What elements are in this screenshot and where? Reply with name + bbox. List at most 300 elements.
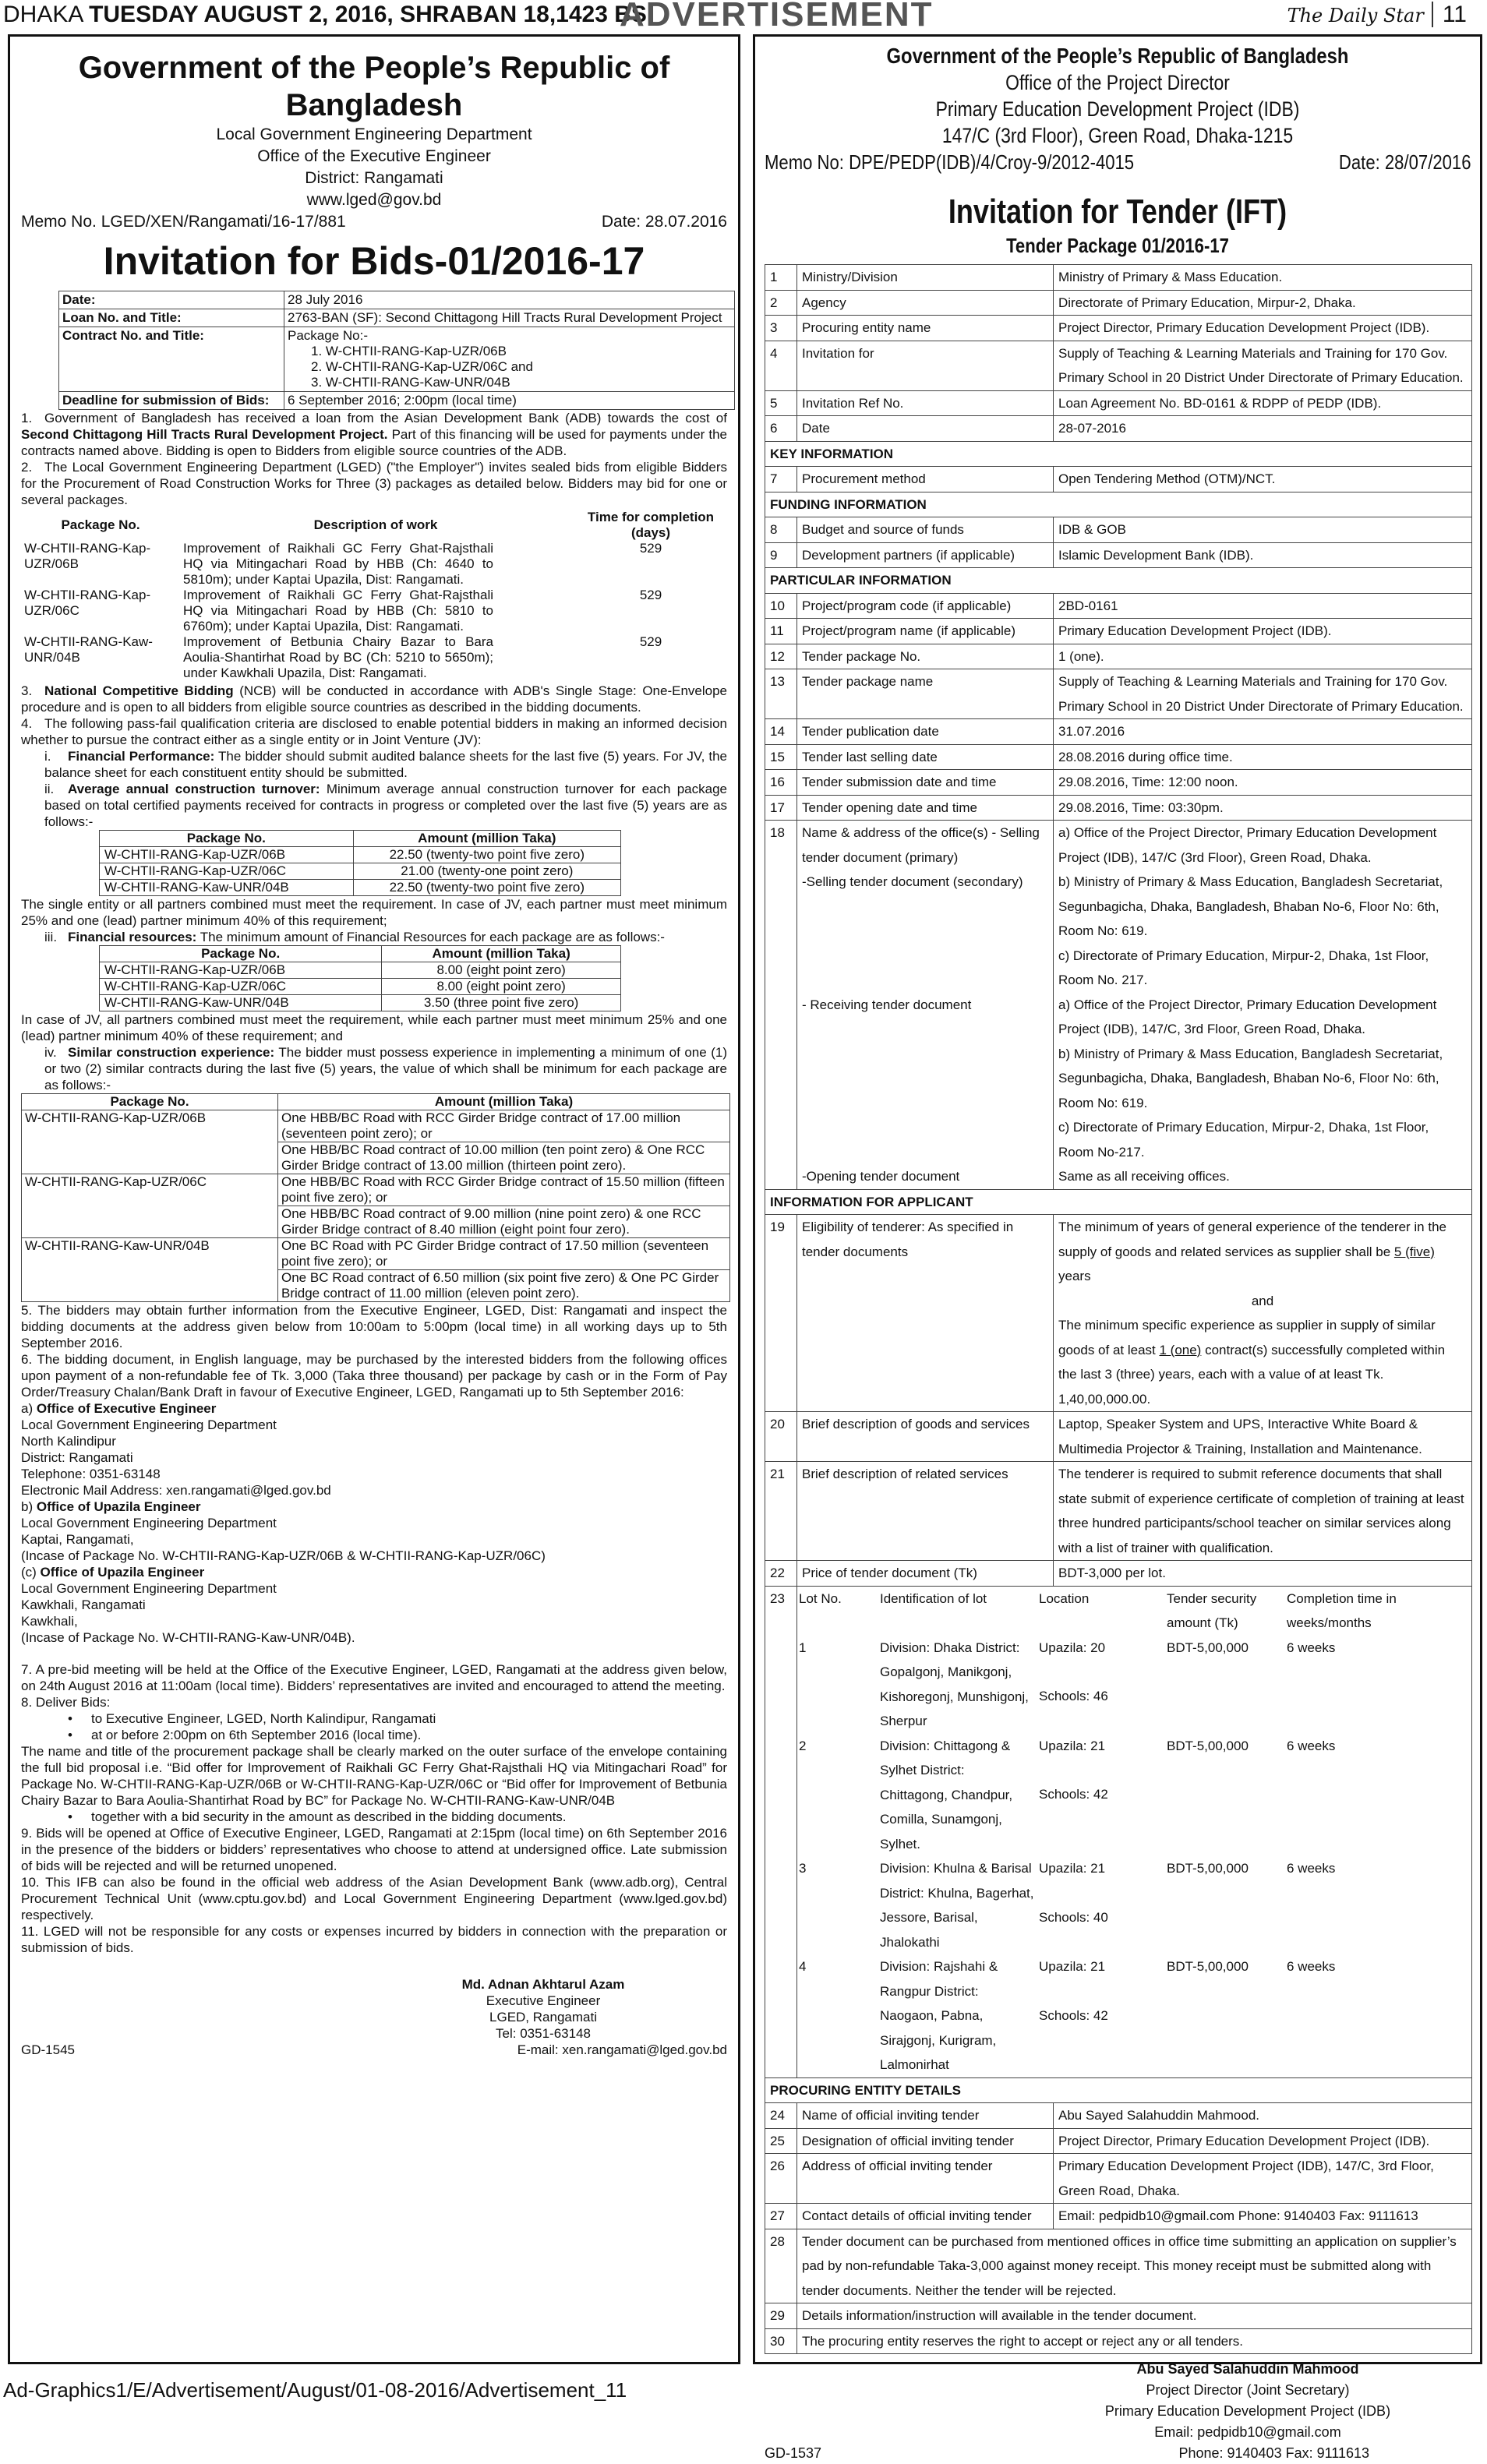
signatory-title: Project Director (Joint Secretary) [1146, 2382, 1350, 2398]
para-4 [21, 715, 727, 748]
tender-row [765, 644, 1472, 669]
para-10: 10. This IFB can also be found in the official web address of the Asian Development Bank (www.adb.org), Central Procurement Technical Unit (www.cptu.gov.bd) and Local Government Engineering Department (www.lged.gov.bd) respectively. [21, 1875, 727, 1922]
info-key: Contract No. and Title: [59, 327, 284, 392]
lot-table [797, 1587, 1471, 2077]
office-line: c) Directorate of Primary Education, Mirpur-2, Dhaka, 1st Floor, Room No-217. [1058, 1120, 1429, 1160]
text: years [1058, 1269, 1091, 1283]
works-row [21, 588, 730, 634]
tender-row [765, 390, 1472, 416]
criteria-number: ii. [44, 782, 55, 796]
office-line: Local Government Engineering Department [21, 1516, 277, 1530]
package-no: W-CHTII-RANG-Kap-UZR/06B [24, 541, 151, 571]
tender-row [765, 265, 1472, 291]
date: TUESDAY AUGUST 2, 2016, [89, 2, 394, 27]
section-heading: PARTICULAR INFORMATION [765, 568, 1472, 594]
office-line: Local Government Engineering Department [21, 1581, 277, 1596]
office-marker: a) [21, 1401, 37, 1416]
tender-row [765, 669, 1472, 719]
office-line: c) Directorate of Primary Education, Mirpur-2, Dhaka, 1st Floor, Room No. 217. [1058, 948, 1429, 987]
tender-row [765, 416, 1472, 442]
tender-row [765, 1215, 1472, 1412]
amount: 8.00 (eight point zero) [382, 962, 621, 979]
left-memo-line [21, 211, 727, 233]
footer-path: Ad-Graphics1/E/Advertisement/August/01-08-2016/Advertisement_11 [3, 2378, 627, 2402]
left-district: District: Rangamati [305, 169, 443, 187]
upazila: Upazila: 21 [1039, 1861, 1106, 1876]
tender-table [765, 264, 1472, 2354]
row-label: Tender package name [797, 669, 1054, 719]
para-6: 6. The bidding document, in English language, may be purchased by the interested bidders from the following offices upon payment of a non-refundable fee of Tk. 3,000 (Taka three thousand) per package by cash or in the Form of Pay Order/Treasury Chalan/Bank Draft in favour of Executive Engineer, LGED, Rangamati up to 5th September 2016: [21, 1352, 727, 1400]
row-value: Project Director, Primary Education Development Project (IDB). [1054, 316, 1472, 341]
col-header: Amount (million Taka) [278, 1094, 730, 1110]
left-memo-date: Date: 28.07.2016 [601, 213, 727, 231]
section-heading: KEY INFORMATION [765, 441, 1472, 467]
section-row [765, 2077, 1472, 2103]
row-no: 27 [765, 2204, 797, 2229]
para-7: 7. A pre-bid meeting will be held at the Office of the Executive Engineer, LGED, Rangamati at the address given below, on 24th August 2016 at 11:00am (local time). Bidders’ representatives are invited and encouraged to attend the meeting. [21, 1662, 727, 1693]
page-number: 11 [1432, 2, 1467, 27]
para-text: The Local Government Engineering Department (LGED) ("the Employer") invites sealed bids from eligible Bidders for the Procurement of Road Construction Works for Three (3) packages as detailed below. Bidders may bid for one or several packages. [21, 460, 727, 507]
upazila: Upazila: 21 [1039, 1738, 1106, 1753]
tender-row [765, 517, 1472, 543]
lot-security: BDT-5,00,000 [1167, 1959, 1249, 1974]
lot-row [797, 1734, 1471, 1857]
row-label: - Receiving tender document [797, 993, 1054, 1165]
col-header: Package No. [100, 946, 382, 962]
text: contract(s) successfully completed within the last 3 (three) years, each with a value of at least Tk. 1,40,00,000.00. [1058, 1342, 1446, 1407]
row-no: 12 [765, 644, 797, 669]
tender-row [765, 593, 1472, 619]
row-value [1054, 993, 1472, 1165]
row-value: BDT-3,000 per lot. [1054, 1561, 1472, 1587]
left-office: Office of the Executive Engineer [257, 147, 491, 165]
criteria-number: i. [44, 749, 51, 764]
row-no: 22 [765, 1561, 797, 1587]
office-line: District: Rangamati [21, 1450, 133, 1465]
row-value: Project Director, Primary Education Development Project (IDB). [1054, 2128, 1472, 2154]
package-label: Package No:- [288, 328, 368, 343]
criteria-text: Minimum average annual construction turnover for each package based on total certified payments received for contracts in progress or completed over the last five (5) years are as follows:- [44, 782, 727, 829]
left-title: Invitation for Bids-01/2016-17 [103, 239, 645, 283]
row-value: Primary Education Development Project (IDB). [1054, 619, 1472, 644]
office-marker: b) [21, 1499, 37, 1514]
right-project: Primary Education Development Project (IDB) [935, 97, 1300, 121]
right-package: Tender Package 01/2016-17 [1006, 234, 1229, 257]
office-heading: Office of Upazila Engineer [40, 1565, 205, 1580]
info-key: Loan No. and Title: [59, 309, 284, 327]
para-text: Part of this financing will be used for payments under the contracts named above. Bidding is open to Bidders from eligible source countries of the ADB. [21, 427, 727, 458]
col-header: Package No. [22, 1094, 278, 1110]
tender-row [765, 290, 1472, 316]
package-no: W-CHTII-RANG-Kap-UZR/06C [100, 979, 382, 995]
office-line: Kawkhali, [21, 1614, 78, 1629]
deliver-bullet: • together with a bid security in the amount as described in the bidding documents. [21, 1809, 727, 1825]
tender-row [765, 542, 1472, 568]
row-value: Directorate of Primary Education, Mirpur-2, Dhaka. [1054, 290, 1472, 316]
work-days: 529 [639, 588, 662, 602]
work-desc: Improvement of Betbunia Chairy Bazar to Bara Aoulia-Shantirhat Road by BC (Ch: 5210 to 5650m); under Kawkhali Upazila, Dist: Rangamati. [183, 634, 493, 680]
right-signature [1030, 2359, 1466, 2443]
office-line: Kaptai, Rangamati, [21, 1532, 134, 1547]
para-number: 3. [21, 683, 33, 698]
row-value: Same as all receiving offices. [1054, 1164, 1472, 1189]
office-c [21, 1564, 727, 1646]
row-label: Tender last selling date [797, 744, 1054, 770]
left-dept: Local Government Engineering Department [216, 125, 532, 143]
lot-no: 1 [799, 1640, 807, 1655]
row-no: 8 [765, 517, 797, 543]
package-no: W-CHTII-RANG-Kap-UZR/06C [22, 1174, 278, 1238]
row-value: Laptop, Speaker System and UPS, Interactive White Board & Multimedia Projector & Training, Installation and Maintenance. [1054, 1412, 1472, 1462]
row-no: 25 [765, 2128, 797, 2154]
lot-cell [797, 1586, 1472, 2077]
row-label: Invitation for [797, 341, 1054, 390]
info-value: 6 September 2016; 2:00pm (local time) [284, 392, 735, 410]
header-right [1287, 2, 1467, 28]
lot-id: Division: Rajshahi & Rangpur District: Naogaon, Pabna, Sirajgonj, Kurigram, Lalmonirhat [880, 1959, 998, 2072]
office-line: Telephone: 0351-63148 [21, 1467, 161, 1481]
row-value [1054, 1215, 1472, 1412]
col-header: Time for completion (days) [587, 510, 715, 540]
lot-id: Division: Chittagong & Sylhet District: Chittagong, Chandpur, Comilla, Sunamgonj, Sylhet. [880, 1738, 1013, 1852]
row-label: Development partners (if applicable) [797, 542, 1054, 568]
criteria-text: The bidder must possess experience in implementing a minimum of one (1) or two (2) similar contracts during the last five (5) years, the value of which shall be minimum for each package are as follows:- [44, 1045, 727, 1093]
info-value: 28 July 2016 [284, 291, 735, 309]
criteria-financial-resources [21, 929, 727, 945]
amount: 22.50 (twenty-two point five zero) [353, 880, 620, 896]
criteria-financial-performance [21, 748, 727, 781]
criteria-text: The bidder should submit audited balance sheets for the last five (5) years. For JV, the balance sheet for each constituent entity should be submitted. [44, 749, 727, 780]
row-label: -Selling tender document (secondary) [797, 870, 1054, 993]
row-value: Primary Education Development Project (IDB), 147/C, 3rd Floor, Green Road, Dhaka. [1054, 2154, 1472, 2204]
row-value: 1 (one). [1054, 644, 1472, 669]
row-label: Invitation Ref No. [797, 390, 1054, 416]
header-dateline [3, 2, 647, 28]
section-row [765, 492, 1472, 517]
office-line: Kawkhali, Rangamati [21, 1597, 146, 1612]
row-no: 4 [765, 341, 797, 390]
project-name: Second Chittagong Hill Tracts Rural Development Project. [21, 427, 388, 442]
row-value: The procuring entity reserves the right to accept or reject any or all tenders. [797, 2328, 1472, 2354]
schools: Schools: 42 [1039, 1787, 1108, 1802]
signatory-office: LGED, Rangamati [489, 2010, 597, 2025]
sim-header [22, 1094, 730, 1110]
amount: 3.50 (three point five zero) [382, 995, 621, 1011]
row-value: 28-07-2016 [1054, 416, 1472, 442]
tender-row [765, 2303, 1472, 2329]
para-text: Government of Bangladesh has received a loan from the Asian Development Bank (ADB) towards the cost of [44, 411, 727, 425]
row-no: 7 [765, 467, 797, 492]
criteria-heading: Average annual construction turnover: [68, 782, 320, 796]
right-memo-date: Date: 28/07/2016 [1338, 150, 1471, 174]
sim-row [22, 1110, 730, 1142]
row-no: 28 [765, 2229, 797, 2303]
office-line: b) Ministry of Primary & Mass Education, Bangladesh Secretariat, Segunbagicha, Dhaka, Bangladesh, Bhaban No-6, Floor No: 6th, Room No: 619. [1058, 1046, 1443, 1110]
row-label: -Opening tender document [797, 1164, 1054, 1189]
lot-security: BDT-5,00,000 [1167, 1738, 1249, 1753]
turnover-table [99, 830, 621, 896]
row-no: 5 [765, 390, 797, 416]
office-line: (Incase of Package No. W-CHTII-RANG-Kaw-UNR/04B). [21, 1630, 355, 1645]
row-label: Procurement method [797, 467, 1054, 492]
office-line: a) Office of the Project Director, Primary Education Development Project (IDB), 147/C, 3rd Floor, Green Road, Dhaka. [1058, 997, 1437, 1036]
row-value: Abu Sayed Salahuddin Mahmood. [1054, 2103, 1472, 2129]
row-no: 13 [765, 669, 797, 719]
finres-note: In case of JV, all partners combined must meet the requirement, while each partner must meet minimum 25% and one (lead) partner minimum 40% of these requirement; and [21, 1012, 727, 1043]
deliver-bullet: • to Executive Engineer, LGED, North Kalindipur, Rangamati [21, 1710, 727, 1727]
right-title: Invitation for Tender (IFT) [948, 192, 1287, 231]
para-text: The following pass-fail qualification criteria are disclosed to enable potential bidders in making an informed decision whether to pursue the contract either as a single entity or in Joint Venture (JV): [21, 716, 727, 747]
package-no: W-CHTII-RANG-Kap-UZR/06B [100, 962, 382, 979]
left-signature [380, 1976, 707, 2042]
requirement: One BC Road contract of 6.50 million (six point five zero) & One PC Girder Bridge contract of 11.00 million (eleven point zero). [278, 1270, 730, 1302]
para-number: 1. [21, 411, 33, 425]
text: The minimum specific experience as supplier in supply of similar goods of at least [1058, 1318, 1436, 1357]
amount: 21.00 (twenty-one point zero) [353, 863, 620, 880]
office-line: North Kalindipur [21, 1434, 116, 1449]
para-11: 11. LGED will not be responsible for any costs or expenses incurred by bidders in connection with the preparation or submission of bids. [21, 1924, 727, 1955]
right-memo: Memo No: DPE/PEDP(IDB)/4/Croy-9/2012-4015 [765, 150, 1135, 174]
and-text: and [1251, 1293, 1274, 1308]
ncb-label: National Competitive Bidding [44, 683, 234, 698]
info-key: Deadline for submission of Bids: [59, 392, 284, 410]
col-header: Tender security amount (Tk) [1167, 1590, 1257, 1630]
row-value: 29.08.2016, Time: 12:00 noon. [1054, 770, 1472, 796]
criteria-number: iii. [44, 930, 58, 944]
left-org: Government of the People’s Republic of Bangladesh [78, 51, 670, 122]
section-row [765, 568, 1472, 594]
amount: 8.00 (eight point zero) [382, 979, 621, 995]
deliver-bullet: • at or before 2:00pm on 6th September 2016 (local time). [21, 1727, 727, 1743]
row-label: Procuring entity name [797, 316, 1054, 341]
amount: 22.50 (twenty-two point five zero) [353, 847, 620, 863]
lot-security: BDT-5,00,000 [1167, 1640, 1249, 1655]
bid-info-table [58, 291, 735, 410]
tender-row [765, 2103, 1472, 2129]
upazila: Upazila: 20 [1039, 1640, 1106, 1655]
row-no: 30 [765, 2328, 797, 2354]
row-value: 2BD-0161 [1054, 593, 1472, 619]
right-org: Government of the People’s Republic of Bangladesh [886, 44, 1349, 68]
row-value: Details information/instruction will available in the tender document. [797, 2303, 1472, 2329]
ad-code: GD-1545 [21, 2042, 75, 2057]
row-no: 26 [765, 2154, 797, 2204]
criteria-heading: Financial Performance: [68, 749, 215, 764]
lot-location [1037, 1954, 1165, 2077]
row-label: Budget and source of funds [797, 517, 1054, 543]
office-line: b) Ministry of Primary & Mass Education, Bangladesh Secretariat, Segunbagicha, Dhaka, Bangladesh, Bhaban No-6, Floor No: 6th, Room No: 619. [1058, 874, 1443, 938]
row-label: Name of official inviting tender [797, 2103, 1054, 2129]
signatory-tel: Tel: 0351-63148 [496, 2026, 591, 2041]
col-header: Identification of lot [880, 1590, 987, 1606]
criteria-heading: Financial resources: [68, 930, 197, 944]
right-office: Office of the Project Director [1005, 71, 1230, 94]
package-no: W-CHTII-RANG-Kap-UZR/06B [22, 1110, 278, 1174]
package-no: W-CHTII-RANG-Kap-UZR/06C [24, 588, 151, 618]
row-value [1054, 870, 1472, 993]
info-row [59, 392, 735, 410]
signatory-office: Primary Education Development Project (IDB) [1104, 2403, 1391, 2419]
tender-row [765, 1561, 1472, 1587]
row-no: 29 [765, 2303, 797, 2329]
row-no: 20 [765, 1412, 797, 1462]
para-number: 2. [21, 460, 33, 475]
office-line: (Incase of Package No. W-CHTII-RANG-Kap-UZR/06B & W-CHTII-RANG-Kap-UZR/06C) [21, 1548, 546, 1563]
lot-no: 4 [799, 1959, 807, 1974]
schools: Schools: 46 [1039, 1689, 1108, 1703]
pedp-advertisement [753, 34, 1482, 2461]
tender-row [765, 744, 1472, 770]
row-no: 11 [765, 619, 797, 644]
lot-location [1037, 1636, 1165, 1734]
lot-row [797, 1954, 1471, 2077]
row-label: Price of tender document (Tk) [797, 1561, 1054, 1587]
signatory-name: Md. Adnan Akhtarul Azam [461, 1977, 625, 1992]
tender-row [765, 2229, 1472, 2303]
tender-row [765, 341, 1472, 390]
page-header [0, 0, 1487, 34]
package-item: 2. W-CHTII-RANG-Kap-UZR/06C and [311, 359, 533, 374]
text: The minimum of years of general experience of the tenderer in the supply of goods and related services as supplier shall be [1058, 1220, 1446, 1259]
lot-time: 6 weeks [1287, 1738, 1336, 1753]
newspaper-logo: The Daily Star [1287, 5, 1424, 26]
criteria-similar-experience [21, 1044, 727, 1093]
lot-security: BDT-5,00,000 [1167, 1861, 1249, 1876]
tender-row [765, 1462, 1472, 1561]
signatory-phone: Phone: 9140403 Fax: 9111613 [1178, 2445, 1369, 2461]
row-no: 17 [765, 795, 797, 821]
works-header [21, 510, 730, 541]
para-8-text: The name and title of the procurement package shall be clearly marked on the outer surface of the envelope containing the full bid proposal i.e. “Bid offer for Improvement of Raikhali GC Ferry Ghat-Rajsthali HQ via Mitingachari Road” for Package No. W-CHTII-RANG-Kap-UZR/06B or W-CHTII-RANG-Kap-UZR/06C or “Bid offer for Improvement of Betbunia Chairy Bazar to Bara Aoulia-Shantirhat Road by BC” for Package No. W-CHTII-RANG-Kaw-UNR/04B [21, 1744, 727, 1808]
package-no: W-CHTII-RANG-Kap-UZR/06B [100, 847, 354, 863]
col-header: Description of work [313, 517, 438, 532]
lot-id: Division: Khulna & Barisal District: Khulna, Bagerhat, Jessore, Barisal, Jhalokathi [880, 1861, 1034, 1950]
package-no: W-CHTII-RANG-Kap-UZR/06C [100, 863, 354, 880]
tender-row [765, 719, 1472, 745]
info-row [59, 309, 735, 327]
row-value: Supply of Teaching & Learning Materials and Training for 170 Gov. Primary School in 20 District Under Directorate of Primary Education. [1054, 341, 1472, 390]
office-line: Local Government Engineering Department [21, 1417, 277, 1432]
left-footer-line [21, 2042, 727, 2058]
tender-row [765, 467, 1472, 492]
row-no: 21 [765, 1462, 797, 1561]
row-label: Designation of official inviting tender [797, 2128, 1054, 2154]
eligibility-general [1058, 1215, 1467, 1289]
row-label: Address of official inviting tender [797, 2154, 1054, 2204]
office-heading: Office of Executive Engineer [36, 1401, 217, 1416]
lot-header [797, 1587, 1471, 1636]
para-5: 5. The bidders may obtain further information from the Executive Engineer, LGED, Dist: Rangamati and inspect the bidding documents at the address given below from 10:00am to 5:00pm (local time) in all working days up to 5th September 2016. [21, 1303, 727, 1350]
left-web: www.lged@gov.bd [306, 191, 442, 209]
finres-header [100, 946, 621, 962]
row-no: 23 [765, 1586, 797, 2077]
section-title: ADVERTISEMENT [620, 0, 934, 34]
para-1 [21, 410, 727, 459]
row-label: Project/program code (if applicable) [797, 593, 1054, 619]
lot-location [1037, 1734, 1165, 1857]
row-label: Agency [797, 290, 1054, 316]
requirement: One HBB/BC Road with RCC Girder Bridge contract of 17.00 million (seventeen point zero); or [278, 1110, 730, 1142]
tender-row [765, 870, 1472, 993]
tender-row [765, 2204, 1472, 2229]
info-key: Date: [59, 291, 284, 309]
row-label: Project/program name (if applicable) [797, 619, 1054, 644]
row-no: 2 [765, 290, 797, 316]
lot-row [797, 1856, 1471, 1954]
tender-row [765, 2328, 1472, 2354]
package-no: W-CHTII-RANG-Kaw-UNR/04B [24, 634, 153, 665]
para-text: (NCB) will be conducted in accordance with ADB's Single Stage: One-Envelope procedure and is open to all bidders from eligible source countries as described in the bidding documents. [21, 683, 728, 715]
works-row [21, 541, 730, 588]
signatory-email: Email: pedpidb10@gmail.com [1154, 2424, 1341, 2440]
row-label: Name & address of the office(s) - Selling tender document (primary) [797, 821, 1054, 870]
city: DHAKA [3, 2, 83, 27]
work-desc: Improvement of Raikhali GC Ferry Ghat-Rajsthali HQ via Mitingachari Road by HBB (Ch: 4640 to 5810m); under Kaptai Upazila, Dist: Rangamati. [183, 541, 493, 587]
row-no: 10 [765, 593, 797, 619]
col-header: Location [1039, 1590, 1090, 1606]
lot-no: 2 [799, 1738, 807, 1753]
info-value: 2763-BAN (SF): Second Chittagong Hill Tracts Rural Development Project [284, 309, 735, 327]
package-no: W-CHTII-RANG-Kaw-UNR/04B [100, 880, 354, 896]
right-memo-line [765, 149, 1471, 175]
row-no: 18 [765, 821, 797, 1190]
row-label: Tender publication date [797, 719, 1054, 745]
package-item: 3. W-CHTII-RANG-Kaw-UNR/04B [311, 375, 510, 390]
row-label: Contact details of official inviting tender [797, 2204, 1054, 2229]
para-9: 9. Bids will be opened at Office of Executive Engineer, LGED, Rangamati at 2:15pm (local time) on 6th September 2016 in the presence of the bidders or bidders’ representatives who choose to attend at undersigned office. Late submission of bids will be rejected and will be returned unopened. [21, 1826, 727, 1873]
lged-advertisement [8, 34, 740, 2364]
tender-row [765, 1164, 1472, 1189]
row-label: Brief description of goods and services [797, 1412, 1054, 1462]
row-label: Tender submission date and time [797, 770, 1054, 796]
lot-no: 3 [799, 1861, 807, 1876]
works-row [21, 634, 730, 681]
col-header: Amount (million Taka) [353, 831, 620, 847]
row-no: 6 [765, 416, 797, 442]
criteria-heading: Similar construction experience: [68, 1045, 275, 1060]
para-8: 8. Deliver Bids: [21, 1695, 111, 1710]
row-value: a) Office of the Project Director, Primary Education Development Project (IDB), 147/C (3rd Floor), Green Road, Dhaka. [1054, 821, 1472, 870]
ad-code: GD-1537 [765, 2445, 822, 2461]
right-address: 147/C (3rd Floor), Green Road, Dhaka-1215 [941, 124, 1294, 147]
finres-row [100, 979, 621, 995]
col-header: Amount (million Taka) [382, 946, 621, 962]
turnover-note: The single entity or all partners combined must meet the requirement. In case of JV, each partner must meet minimum 25% and one (lead) partner minimum 40% of this requirement; [21, 897, 727, 928]
row-label: Eligibility of tenderer: As specified in tender documents [797, 1215, 1054, 1412]
row-no: 14 [765, 719, 797, 745]
col-header: Completion time in weeks/months [1287, 1590, 1397, 1630]
info-row [59, 291, 735, 309]
info-row [59, 327, 735, 392]
row-label: Ministry/Division [797, 265, 1054, 291]
tender-row [765, 993, 1472, 1165]
row-value: Open Tendering Method (OTM)/NCT. [1054, 467, 1472, 492]
package-no: W-CHTII-RANG-Kaw-UNR/04B [100, 995, 382, 1011]
office-marker: (c) [21, 1565, 41, 1580]
para-3 [21, 683, 727, 715]
similar-experience-table [21, 1093, 730, 1302]
row-value: Loan Agreement No. BD-0161 & RDPP of PEDP (IDB). [1054, 390, 1472, 416]
requirement: One HBB/BC Road contract of 10.00 million (ten point zero) & One RCC Girder Bridge contract of 13.00 million (thirteen point zero). [278, 1142, 730, 1174]
schools: Schools: 42 [1039, 2007, 1108, 2023]
col-header: Lot No. [799, 1590, 842, 1606]
lot-time: 6 weeks [1287, 1959, 1336, 1974]
tender-row [765, 619, 1472, 644]
years: 5 (five) [1393, 1244, 1435, 1259]
package-no: W-CHTII-RANG-Kaw-UNR/04B [22, 1238, 278, 1302]
turnover-header [100, 831, 621, 847]
row-no: 1 [765, 265, 797, 291]
